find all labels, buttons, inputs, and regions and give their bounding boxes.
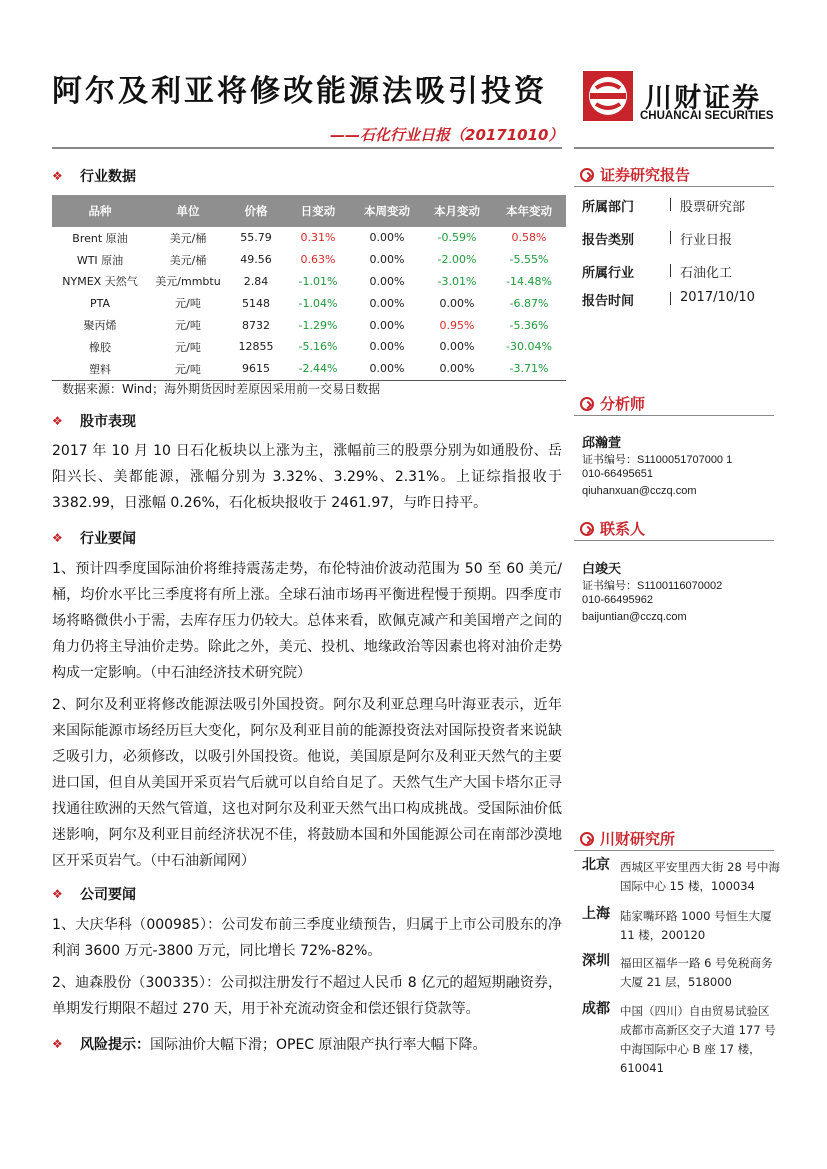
industry-label: 所属行业	[582, 266, 635, 281]
diamond-bullet-icon: ❖	[52, 531, 63, 545]
section-heading-company	[52, 884, 136, 904]
table-cell-year: 0.58%	[511, 231, 547, 245]
info-separator	[670, 231, 671, 244]
table-row	[52, 314, 566, 336]
office-addr-shenzhen: 福田区福华一路 6 号免税商务大厦 21 层，518000	[620, 956, 773, 989]
table-cell-day: -5.16%	[298, 340, 338, 354]
table-cell-year: -6.87%	[509, 296, 549, 310]
chuancai-logo-icon	[582, 70, 634, 122]
office-city-shenzhen: 深圳	[582, 953, 610, 969]
table-cell-price: 49.56	[240, 253, 272, 267]
type-value: 行业日报	[680, 233, 733, 248]
table-row	[52, 292, 566, 314]
diamond-bullet-icon: ❖	[52, 1037, 63, 1051]
office-city-beijing: 北京	[582, 857, 610, 873]
company-item-2: 2、迪森股份（300335）：公司拟注册发行不超过人民币 8 亿元的超短期融资券，单期发行期限不超过 270 天，用于补充流动资金和偿还银行贷款等。	[52, 975, 562, 1017]
table-header-row	[52, 195, 566, 227]
news-item-2: 2、阿尔及利亚将修改能源法吸引外国投资。阿尔及利亚总理乌叶海亚表示，近年来国际能源市场经历巨大变化，阿尔及利亚目前的能源投资法对国际投资者来说缺乏吸引力，必须修改，以吸引外国投资。他说，美国原是阿尔及利亚天然气的主要进口国，但自从美国开采页岩气后就可以自给自足了。天然气生产大国卡塔尔正寻找通往欧洲的天然气管道，这也对阿尔及利亚天然气出口构成挑战。受国际油价低迷影响，阿尔及利亚目前经济状况不佳，将鼓励本国和外国能源公司在南部沙漠地区开采页岩气。（中石油新闻网）	[52, 697, 562, 869]
table-row	[52, 227, 566, 249]
table-column-header: 本周变动	[352, 195, 422, 227]
table-cell-month: -0.59%	[437, 231, 477, 245]
analyst-cert: 证书编号：S1100051707000 1	[582, 454, 733, 466]
table-cell-name: Brent 原油	[72, 231, 128, 245]
info-separator	[670, 292, 671, 305]
info-separator	[670, 198, 671, 211]
table-cell-year: -5.55%	[509, 253, 549, 267]
table-cell-price: 55.79	[240, 231, 272, 245]
dept-value: 股票研究部	[680, 200, 746, 215]
table-column-header: 品种	[52, 195, 148, 227]
analyst-phone: 010-66495651	[582, 468, 653, 480]
industry-data-table	[52, 195, 566, 381]
table-row	[52, 271, 566, 293]
company-item-1: 1、大庆华科（000985）：公司发布前三季度业绩预告，归属于上市公司股东的净利润 3600 万元-3800 万元，同比增长 72%-82%。	[52, 917, 562, 959]
analyst-email: qiuhanxuan@cczq.com	[582, 485, 697, 497]
table-cell-week: 0.00%	[369, 274, 405, 288]
contact-email: baijuntian@cczq.com	[582, 611, 687, 623]
table-cell-month: -3.01%	[437, 274, 477, 288]
contact-phone: 010-66495962	[582, 594, 653, 606]
table-column-header: 单位	[148, 195, 228, 227]
table-cell-week: 0.00%	[369, 318, 405, 332]
risk-text: 国际油价大幅下滑；OPEC 原油限产执行率大幅下降。	[150, 1037, 487, 1053]
table-cell-week: 0.00%	[369, 296, 405, 310]
table-column-header: 日变动	[284, 195, 352, 227]
table-cell-unit: 元/吨	[175, 297, 201, 311]
table-cell-month: -2.00%	[437, 253, 477, 267]
contact-heading-label: 联系人	[600, 520, 646, 538]
table-cell-day: 0.31%	[300, 231, 336, 245]
time-label: 报告时间	[582, 294, 635, 309]
section-check-icon	[580, 832, 594, 846]
table-cell-day: -1.01%	[298, 274, 338, 288]
contact-heading	[580, 518, 645, 539]
analyst-divider	[574, 415, 774, 416]
table-cell-year: -14.48%	[506, 274, 552, 288]
contact-divider	[574, 540, 774, 541]
table-cell-day: -1.04%	[298, 296, 338, 310]
section-heading-news	[52, 528, 136, 548]
table-row	[52, 249, 566, 271]
table-row	[52, 336, 566, 358]
table-row	[52, 358, 566, 380]
table-cell-day: -2.44%	[284, 358, 352, 380]
risk-line	[52, 1034, 487, 1054]
table-column-header: 本年变动	[492, 195, 566, 227]
news-item-1: 1、预计四季度国际油价将维持震荡走势，布伦特油价波动范围为 50 至 60 美元/桶，均价水平比三季度将有所上涨。全球石油市场再平衡进程慢于预期。四季度市场将略微供小于需，去库存压力仍较大。总体来看，欧佩克减产和美国增产之间的角力仍将主导油价走势。除此之外，美元、投机、地缘政治等因素也将对油价走势构成一定影响。（中石油经济技术研究院）	[52, 561, 562, 681]
institute-divider	[574, 850, 774, 851]
section-heading-label: 行业数据	[80, 169, 136, 185]
table-cell-day: 0.63%	[300, 253, 336, 267]
table-cell-month: 0.00%	[422, 358, 492, 380]
table-cell-name: 橡胶	[89, 340, 111, 354]
contact-name: 白竣天	[582, 562, 622, 577]
table-cell-year: -5.36%	[509, 318, 549, 332]
diamond-bullet-icon: ❖	[52, 414, 63, 428]
industry-value: 石油化工	[680, 266, 733, 281]
office-city-chengdu: 成都	[582, 1001, 610, 1017]
table-cell-day: -1.29%	[298, 318, 338, 332]
analyst-heading	[580, 393, 645, 414]
table-cell-year: -30.04%	[506, 340, 552, 354]
table-cell-unit: 元/吨	[175, 340, 201, 354]
section-check-icon	[580, 522, 594, 536]
brand-name-en: CHUANCAI SECURITIES	[640, 110, 774, 122]
table-cell-name: 聚丙烯	[83, 319, 117, 333]
section-check-icon	[580, 397, 594, 411]
report-info-divider	[574, 186, 774, 187]
section-heading-label: 股市表现	[80, 414, 136, 430]
table-column-header: 价格	[228, 195, 284, 227]
table-cell-unit: 美元/桶	[169, 231, 207, 245]
data-source-note: 数据来源：Wind；海外期货因时差原因采用前一交易日数据	[62, 382, 381, 396]
table-cell-price: 2.84	[243, 274, 269, 288]
page-title: 阿尔及利亚将修改能源法吸引投资	[52, 74, 547, 109]
table-cell-month: 0.95%	[439, 318, 475, 332]
market-paragraph: 2017 年 10 月 10 日石化板块以上涨为主，涨幅前三的股票分别为如通股份、岳阳兴长、美都能源，涨幅分别为 3.32%、3.29%、2.31%。上证综指报收于 3382.99，日涨幅 0.26%，石化板块报收于 2461.97，与昨日持平。	[52, 443, 562, 511]
table-cell-price: 8732	[242, 318, 270, 332]
brand-name-cn: 川财证券	[645, 83, 761, 114]
right-header-divider	[574, 147, 774, 149]
section-check-icon	[580, 168, 594, 182]
dept-label: 所属部门	[582, 200, 635, 215]
table-cell-month: 0.00%	[439, 340, 475, 354]
page-subtitle: ——石化行业日报（20171010）	[330, 126, 564, 144]
report-info-heading-label: 证券研究报告	[600, 166, 691, 184]
table-cell-name: WTI 原油	[76, 253, 124, 267]
table-cell-name: NYMEX 天然气	[62, 275, 138, 289]
table-cell-price: 12855	[238, 340, 274, 354]
office-addr-beijing: 西城区平安里西大街 28 号中海国际中心 15 楼，100034	[620, 860, 780, 893]
table-cell-unit: 元/吨	[148, 358, 228, 380]
table-cell-name: 塑料	[52, 358, 148, 380]
analyst-heading-label: 分析师	[600, 395, 646, 413]
table-cell-month: 0.00%	[439, 296, 475, 310]
section-heading-label: 行业要闻	[80, 531, 136, 547]
section-heading-label: 公司要闻	[80, 887, 136, 903]
office-addr-chengdu: 中国（四川）自由贸易试验区成都市高新区交子大道 177 号中海国际中心 B 座 17 楼，610041	[620, 1004, 776, 1075]
diamond-bullet-icon: ❖	[52, 169, 63, 183]
diamond-bullet-icon: ❖	[52, 887, 63, 901]
table-cell-week: 0.00%	[369, 340, 405, 354]
office-addr-shanghai: 陆家嘴环路 1000 号恒生大厦 11 楼，200120	[620, 909, 772, 942]
table-cell-name: PTA	[89, 296, 111, 310]
time-value: 2017/10/10	[680, 290, 755, 305]
table-cell-price: 9615	[228, 358, 284, 380]
table-cell-week: 0.00%	[369, 231, 405, 245]
table-cell-unit: 美元/mmbtu	[155, 275, 221, 289]
contact-cert: 证书编号：S1100116070002	[582, 580, 723, 592]
section-heading-market	[52, 411, 136, 431]
type-label: 报告类别	[582, 233, 635, 248]
risk-label: 风险提示：	[80, 1037, 150, 1053]
section-heading-industry-data	[52, 166, 136, 186]
report-info-heading	[580, 164, 690, 185]
header-divider	[52, 147, 562, 149]
institute-heading-label: 川财研究所	[600, 830, 676, 848]
table-cell-unit: 美元/桶	[169, 253, 207, 267]
table-column-header: 本月变动	[422, 195, 492, 227]
analyst-name: 邱瀚萱	[582, 436, 622, 451]
institute-heading	[580, 828, 675, 849]
info-separator	[670, 264, 671, 277]
table-cell-unit: 元/吨	[175, 319, 201, 333]
office-city-shanghai: 上海	[582, 906, 610, 922]
table-cell-price: 5148	[242, 296, 270, 310]
table-cell-week: 0.00%	[369, 253, 405, 267]
table-cell-year: -3.71%	[492, 358, 566, 380]
table-cell-week: 0.00%	[352, 358, 422, 380]
